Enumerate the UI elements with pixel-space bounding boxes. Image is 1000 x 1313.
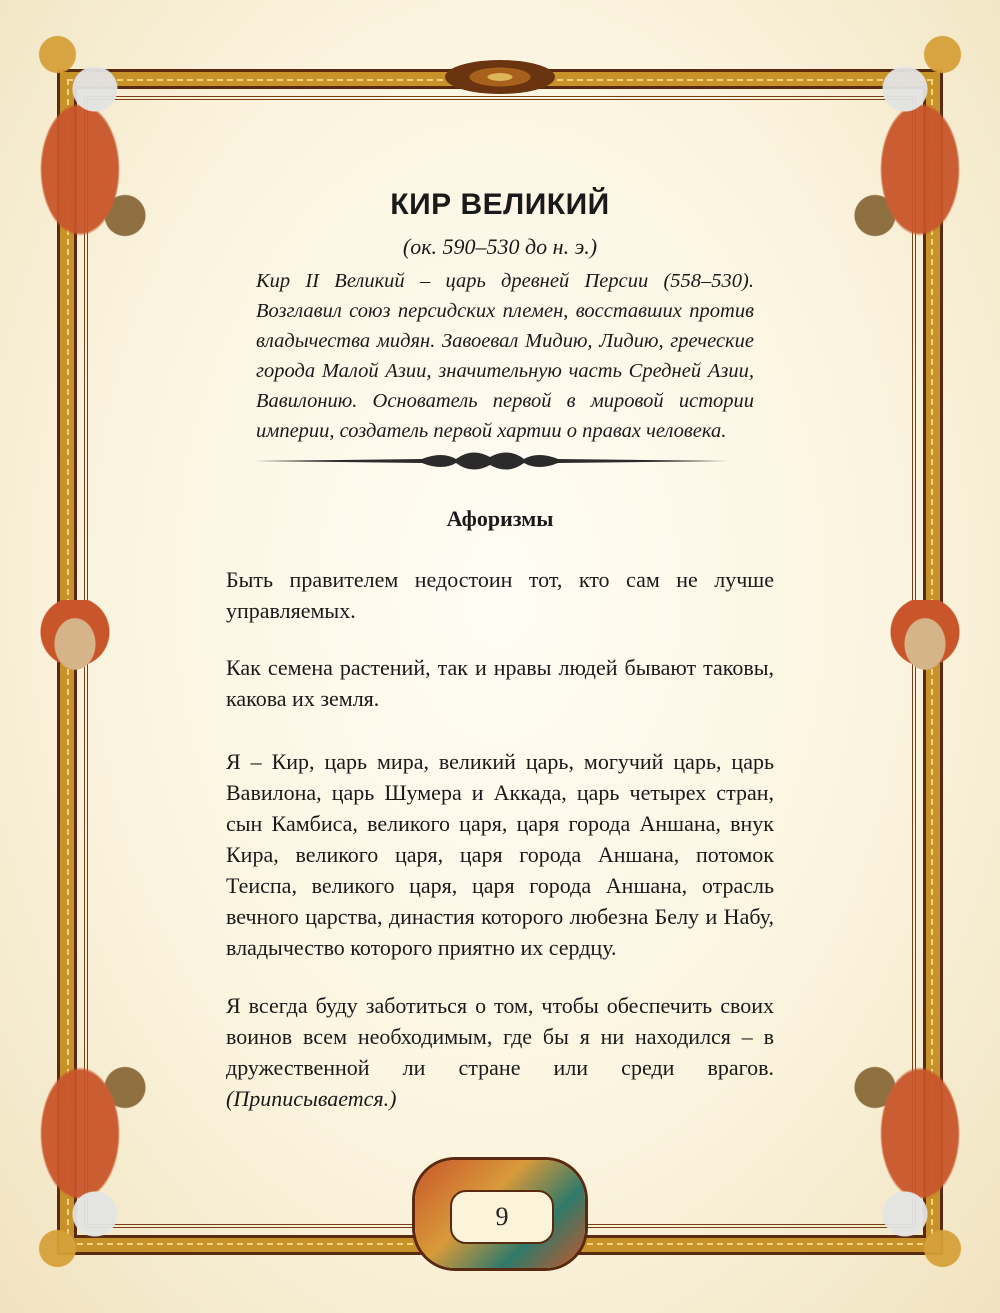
- life-dates: (ок. 590–530 до н. э.): [402, 234, 598, 259]
- corner-armor-ornament-bottom-left: [20, 1053, 170, 1283]
- aphorism-4: [226, 990, 774, 1114]
- corner-armor-ornament-bottom-right: [830, 1053, 980, 1283]
- top-medallion-ornament: [445, 60, 555, 94]
- page-number: 9: [450, 1190, 554, 1244]
- side-mask-ornament-left: [40, 600, 110, 680]
- aphorism-1: Быть правителем недостоин тот, кто сам не лучше управляемых.: [226, 567, 774, 623]
- ornamental-divider: [252, 447, 728, 475]
- aphorism-2: Как семена растений, так и нравы людей бывают таковы, какова их земля.: [226, 655, 774, 711]
- page-title: КИР ВЕЛИКИЙ: [390, 188, 610, 221]
- aphorism-3: Я – Кир, царь мира, великий царь, могучий царь, царь Вавилона, царь Шумера и Аккада, царь четырех стран, сын Камбиса, великого царя, царя города Аншана, внук Кира, великого царя, царя города Аншана, потомок Теиспа, великого царя, царя города Аншана, отрасль вечного царства, династия которого любезна Белу и Набу, владычество которого приятно их сердцу.: [226, 749, 774, 960]
- aphorism-4-text: Я всегда буду заботиться о том, чтобы обеспечить своих воинов всем необходимым, где бы я ни находился – в дружественной ли стране или среди врагов.: [226, 993, 774, 1080]
- biography-text: Кир II Великий – царь древней Персии (558–530). Возглавил союз персидских племен, восставших против владычества мидян. Завоевал Мидию, Лидию, греческие города Малой Азии, значительную часть Средней Азии, Вавилонию. Основатель первой в мировой истории империи, создатель первой хартии о правах человека.: [256, 270, 754, 442]
- aphorisms-heading: Афоризмы: [446, 506, 554, 531]
- attribution-note: (Приписывается.): [226, 1086, 397, 1111]
- side-mask-ornament-right: [890, 600, 960, 680]
